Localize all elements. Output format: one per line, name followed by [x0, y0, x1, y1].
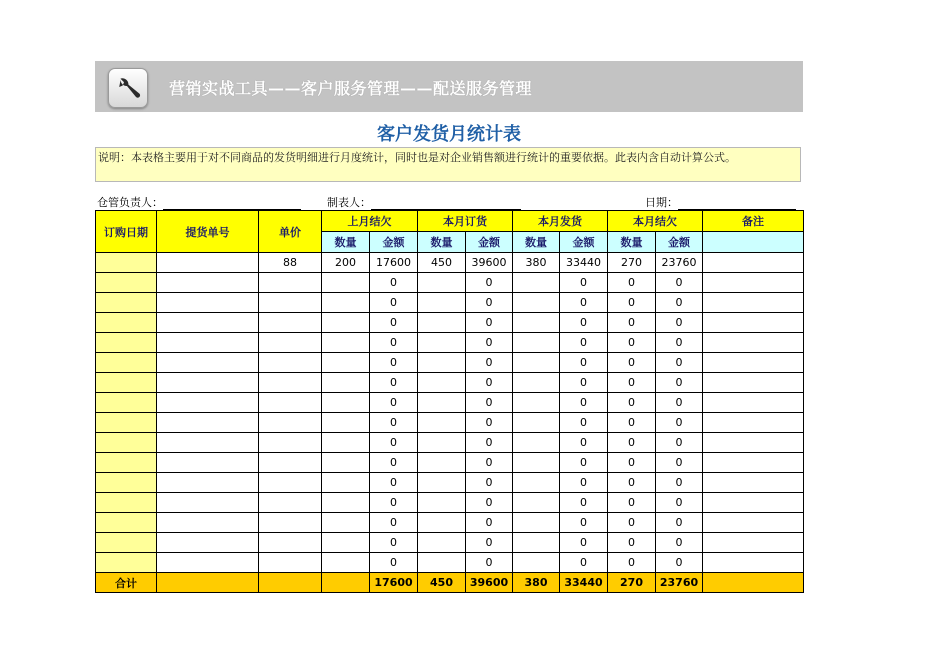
table-cell[interactable] [322, 273, 370, 293]
table-cell[interactable]: 200 [322, 253, 370, 273]
table-cell[interactable] [322, 353, 370, 373]
table-cell[interactable] [157, 493, 259, 513]
table-cell[interactable]: 17600 [370, 253, 418, 273]
table-cell[interactable]: 0 [466, 533, 513, 553]
table-cell[interactable]: 0 [560, 553, 608, 573]
table-cell[interactable]: 0 [466, 453, 513, 473]
table-cell[interactable] [259, 333, 322, 353]
subheader-qty: 数量 [322, 232, 370, 253]
table-cell[interactable]: 0 [560, 513, 608, 533]
table-cell[interactable]: 0 [370, 413, 418, 433]
table-cell[interactable]: 0 [608, 393, 656, 413]
table-cell[interactable]: 0 [370, 453, 418, 473]
subheader-qty: 数量 [608, 232, 656, 253]
table-cell[interactable] [703, 453, 804, 473]
table-cell[interactable] [259, 413, 322, 433]
table-cell[interactable] [418, 513, 466, 533]
table-cell[interactable] [513, 313, 560, 333]
table-cell[interactable] [157, 453, 259, 473]
table-cell[interactable]: 0 [370, 473, 418, 493]
table-cell[interactable] [418, 273, 466, 293]
table-cell[interactable]: 0 [466, 513, 513, 533]
table-cell[interactable] [703, 433, 804, 453]
table-cell[interactable]: 0 [656, 313, 703, 333]
table-cell[interactable] [96, 413, 157, 433]
table-cell[interactable]: 0 [560, 273, 608, 293]
table-cell[interactable]: 0 [370, 373, 418, 393]
table-cell[interactable]: 0 [656, 493, 703, 513]
table-cell[interactable]: 0 [656, 393, 703, 413]
total-cell: 17600 [370, 573, 418, 593]
table-cell[interactable] [259, 493, 322, 513]
table-cell[interactable] [157, 273, 259, 293]
table-cell[interactable]: 0 [560, 433, 608, 453]
table-cell[interactable] [513, 453, 560, 473]
table-cell[interactable] [703, 293, 804, 313]
table-cell[interactable] [259, 273, 322, 293]
table-cell[interactable] [513, 273, 560, 293]
table-cell[interactable] [418, 373, 466, 393]
total-cell: 39600 [466, 573, 513, 593]
table-cell[interactable] [259, 293, 322, 313]
table-cell[interactable] [157, 253, 259, 273]
table-cell[interactable]: 0 [370, 493, 418, 513]
table-cell[interactable]: 0 [656, 353, 703, 373]
table-cell[interactable] [96, 293, 157, 313]
table-cell[interactable] [157, 413, 259, 433]
table-cell[interactable]: 0 [466, 273, 513, 293]
table-cell[interactable] [418, 313, 466, 333]
total-cell: 380 [513, 573, 560, 593]
table-cell[interactable] [322, 533, 370, 553]
table-cell[interactable] [513, 533, 560, 553]
table-cell[interactable]: 0 [560, 333, 608, 353]
table-cell[interactable]: 0 [560, 493, 608, 513]
table-cell[interactable]: 0 [370, 353, 418, 373]
table-cell[interactable]: 0 [370, 553, 418, 573]
table-cell[interactable] [96, 453, 157, 473]
table-cell[interactable]: 0 [656, 513, 703, 533]
table-cell[interactable] [322, 493, 370, 513]
table-cell[interactable] [513, 373, 560, 393]
table-cell[interactable] [513, 293, 560, 313]
date-field [645, 194, 796, 210]
subheader-qty: 数量 [513, 232, 560, 253]
table-cell[interactable] [513, 413, 560, 433]
table-cell[interactable] [96, 313, 157, 333]
table-cell[interactable] [418, 553, 466, 573]
table-cell[interactable]: 0 [656, 433, 703, 453]
table-cell[interactable] [703, 253, 804, 273]
table-row [96, 273, 804, 293]
table-cell[interactable]: 0 [608, 453, 656, 473]
table-row [96, 553, 804, 573]
table-cell[interactable] [703, 313, 804, 333]
table-cell[interactable] [259, 513, 322, 533]
subheader-remark-blank [703, 232, 804, 253]
table-cell[interactable]: 0 [656, 293, 703, 313]
table-row [96, 433, 804, 453]
table-cell[interactable] [418, 533, 466, 553]
table-cell[interactable] [513, 553, 560, 573]
table-cell[interactable] [96, 273, 157, 293]
table-row [96, 473, 804, 493]
table-cell[interactable]: 0 [370, 293, 418, 313]
table-cell[interactable] [157, 313, 259, 333]
table-cell[interactable] [322, 413, 370, 433]
table-row [96, 393, 804, 413]
table-cell[interactable] [418, 333, 466, 353]
table-row [96, 373, 804, 393]
table-cell[interactable] [96, 373, 157, 393]
table-cell[interactable]: 0 [560, 393, 608, 413]
table-cell[interactable]: 0 [370, 393, 418, 413]
table-body [96, 253, 804, 573]
table-row [96, 313, 804, 333]
total-cell [322, 573, 370, 593]
table-cell[interactable]: 0 [466, 493, 513, 513]
table-cell[interactable] [96, 333, 157, 353]
table-cell[interactable]: 0 [656, 533, 703, 553]
table-cell[interactable]: 0 [608, 333, 656, 353]
table-cell[interactable]: 0 [466, 433, 513, 453]
table-cell[interactable] [513, 333, 560, 353]
total-cell [703, 573, 804, 593]
table-cell[interactable]: 0 [560, 373, 608, 393]
table-cell[interactable] [703, 493, 804, 513]
header-last-month-balance: 上月结欠 [322, 211, 418, 232]
total-row [96, 573, 804, 593]
table-cell[interactable] [418, 413, 466, 433]
table-cell[interactable]: 0 [608, 473, 656, 493]
table-cell[interactable]: 0 [656, 473, 703, 493]
total-cell: 270 [608, 573, 656, 593]
table-cell[interactable] [157, 473, 259, 493]
table-cell[interactable] [157, 533, 259, 553]
table-row [96, 533, 804, 553]
table-cell[interactable] [157, 293, 259, 313]
table-cell[interactable] [259, 313, 322, 333]
table-cell[interactable]: 0 [608, 493, 656, 513]
header-this-month-balance: 本月结欠 [608, 211, 703, 232]
table-cell[interactable] [322, 433, 370, 453]
table-row [96, 413, 804, 433]
table-cell[interactable]: 270 [608, 253, 656, 273]
table-cell[interactable]: 0 [370, 533, 418, 553]
table-cell[interactable] [322, 393, 370, 413]
table-cell[interactable]: 0 [608, 373, 656, 393]
table-maker-label: 制表人： [327, 196, 371, 209]
table-cell[interactable] [96, 353, 157, 373]
date-input-line[interactable] [678, 197, 796, 210]
table-cell[interactable] [703, 373, 804, 393]
table-cell[interactable]: 0 [466, 373, 513, 393]
tool-button[interactable] [108, 68, 148, 108]
delivery-stat-table [95, 210, 804, 593]
table-cell[interactable] [157, 353, 259, 373]
table-cell[interactable]: 0 [608, 313, 656, 333]
description-note: 说明：本表格主要用于对不同商品的发货明细进行月度统计，同时也是对企业销售额进行统计的重要依据。此表内含自动计算公式。 [95, 147, 801, 182]
table-cell[interactable] [259, 453, 322, 473]
table-cell[interactable]: 0 [466, 333, 513, 353]
table-cell[interactable] [96, 253, 157, 273]
table-cell[interactable]: 0 [370, 433, 418, 453]
table-cell[interactable]: 0 [608, 553, 656, 573]
table-row [96, 513, 804, 533]
table-cell[interactable] [703, 513, 804, 533]
table-cell[interactable]: 0 [370, 273, 418, 293]
table-cell[interactable] [513, 473, 560, 493]
table-cell[interactable] [513, 433, 560, 453]
table-cell[interactable] [96, 553, 157, 573]
table-cell[interactable] [513, 513, 560, 533]
table-cell[interactable]: 0 [656, 413, 703, 433]
table-cell[interactable] [322, 293, 370, 313]
table-cell[interactable]: 39600 [466, 253, 513, 273]
table-cell[interactable]: 0 [608, 413, 656, 433]
table-cell[interactable]: 0 [656, 333, 703, 353]
table-cell[interactable] [418, 293, 466, 313]
table-cell[interactable]: 450 [418, 253, 466, 273]
table-cell[interactable] [157, 373, 259, 393]
table-cell[interactable] [703, 413, 804, 433]
table-cell[interactable] [157, 393, 259, 413]
table-cell[interactable]: 0 [466, 293, 513, 313]
table-cell[interactable]: 0 [560, 413, 608, 433]
table-cell[interactable]: 0 [608, 513, 656, 533]
table-cell[interactable]: 33440 [560, 253, 608, 273]
table-cell[interactable] [703, 393, 804, 413]
table-cell[interactable]: 0 [370, 333, 418, 353]
header-this-month-order: 本月订货 [418, 211, 513, 232]
table-cell[interactable]: 0 [608, 293, 656, 313]
table-cell[interactable] [418, 453, 466, 473]
table-cell[interactable] [259, 373, 322, 393]
table-cell[interactable]: 0 [560, 453, 608, 473]
total-cell: 23760 [656, 573, 703, 593]
date-label: 日期： [645, 196, 678, 209]
table-cell[interactable]: 88 [259, 253, 322, 273]
table-cell[interactable] [703, 353, 804, 373]
table-cell[interactable] [259, 393, 322, 413]
table-cell[interactable] [96, 533, 157, 553]
table-cell[interactable] [418, 493, 466, 513]
subheader-amount: 金额 [370, 232, 418, 253]
table-cell[interactable] [96, 513, 157, 533]
table-cell[interactable]: 0 [466, 413, 513, 433]
table-cell[interactable]: 0 [560, 313, 608, 333]
table-cell[interactable] [157, 433, 259, 453]
table-cell[interactable]: 0 [608, 533, 656, 553]
table-row [96, 333, 804, 353]
header-order-date: 订购日期 [96, 211, 157, 253]
table-cell[interactable]: 0 [560, 473, 608, 493]
table-cell[interactable] [157, 553, 259, 573]
table-maker-field [327, 194, 521, 210]
table-cell[interactable] [513, 393, 560, 413]
table-cell[interactable]: 0 [466, 353, 513, 373]
warehouse-manager-field [97, 194, 301, 210]
table-cell[interactable] [96, 493, 157, 513]
table-cell[interactable]: 0 [656, 373, 703, 393]
table-cell[interactable]: 0 [370, 513, 418, 533]
table-cell[interactable] [513, 493, 560, 513]
table-row [96, 453, 804, 473]
banner-title: 营销实战工具——客户服务管理——配送服务管理 [169, 79, 533, 98]
total-cell: 33440 [560, 573, 608, 593]
subheader-amount: 金额 [560, 232, 608, 253]
table-cell[interactable] [418, 473, 466, 493]
table-cell[interactable]: 0 [608, 353, 656, 373]
table-cell[interactable]: 23760 [656, 253, 703, 273]
table-cell[interactable]: 0 [370, 313, 418, 333]
table-cell[interactable] [259, 433, 322, 453]
warehouse-manager-input-line[interactable] [163, 197, 301, 210]
table-cell[interactable]: 0 [560, 293, 608, 313]
header-delivery-no: 提货单号 [157, 211, 259, 253]
subheader-amount: 金额 [656, 232, 703, 253]
table-cell[interactable] [96, 433, 157, 453]
table-cell[interactable] [259, 473, 322, 493]
subheader-amount: 金额 [466, 232, 513, 253]
table-cell[interactable] [96, 473, 157, 493]
table-cell[interactable]: 0 [466, 313, 513, 333]
header-this-month-delivery: 本月发货 [513, 211, 608, 232]
table-cell[interactable] [703, 553, 804, 573]
table-row [96, 353, 804, 373]
total-cell [157, 573, 259, 593]
header-unit-price: 单价 [259, 211, 322, 253]
header-remark: 备注 [703, 211, 804, 232]
table-cell[interactable]: 0 [656, 273, 703, 293]
table-cell[interactable] [322, 453, 370, 473]
table-cell[interactable] [418, 433, 466, 453]
table-cell[interactable]: 0 [466, 473, 513, 493]
table-cell[interactable]: 0 [608, 433, 656, 453]
table-cell[interactable]: 0 [656, 453, 703, 473]
table-cell[interactable] [322, 373, 370, 393]
warehouse-manager-label: 仓管负责人： [97, 196, 163, 209]
table-cell[interactable] [157, 333, 259, 353]
table-cell[interactable] [513, 353, 560, 373]
table-cell[interactable] [259, 533, 322, 553]
table-cell[interactable] [259, 553, 322, 573]
table-cell[interactable] [322, 333, 370, 353]
table-cell[interactable] [418, 353, 466, 373]
total-cell: 450 [418, 573, 466, 593]
table-cell[interactable]: 0 [466, 393, 513, 413]
table-cell[interactable] [157, 513, 259, 533]
wrench-icon [114, 74, 142, 102]
table-row [96, 493, 804, 513]
table-cell[interactable] [703, 333, 804, 353]
table-cell[interactable] [322, 473, 370, 493]
table-cell[interactable] [322, 553, 370, 573]
total-label: 合计 [96, 573, 157, 593]
table-cell[interactable] [96, 393, 157, 413]
table-cell[interactable]: 0 [608, 273, 656, 293]
table-cell[interactable]: 0 [656, 553, 703, 573]
table-cell[interactable] [259, 353, 322, 373]
table-row [96, 293, 804, 313]
table-cell[interactable] [322, 513, 370, 533]
table-cell[interactable] [418, 393, 466, 413]
table-cell[interactable]: 0 [466, 553, 513, 573]
table-cell[interactable]: 0 [560, 353, 608, 373]
table-cell[interactable] [703, 533, 804, 553]
table-cell[interactable] [703, 273, 804, 293]
total-cell [259, 573, 322, 593]
subheader-qty: 数量 [418, 232, 466, 253]
table-maker-input-line[interactable] [371, 197, 521, 210]
table-cell[interactable]: 380 [513, 253, 560, 273]
table-cell[interactable]: 0 [560, 533, 608, 553]
table-cell[interactable] [703, 473, 804, 493]
document-title: 客户发货月统计表 [377, 124, 521, 145]
header-banner [95, 61, 803, 112]
table-cell[interactable] [322, 313, 370, 333]
table-row [96, 253, 804, 273]
